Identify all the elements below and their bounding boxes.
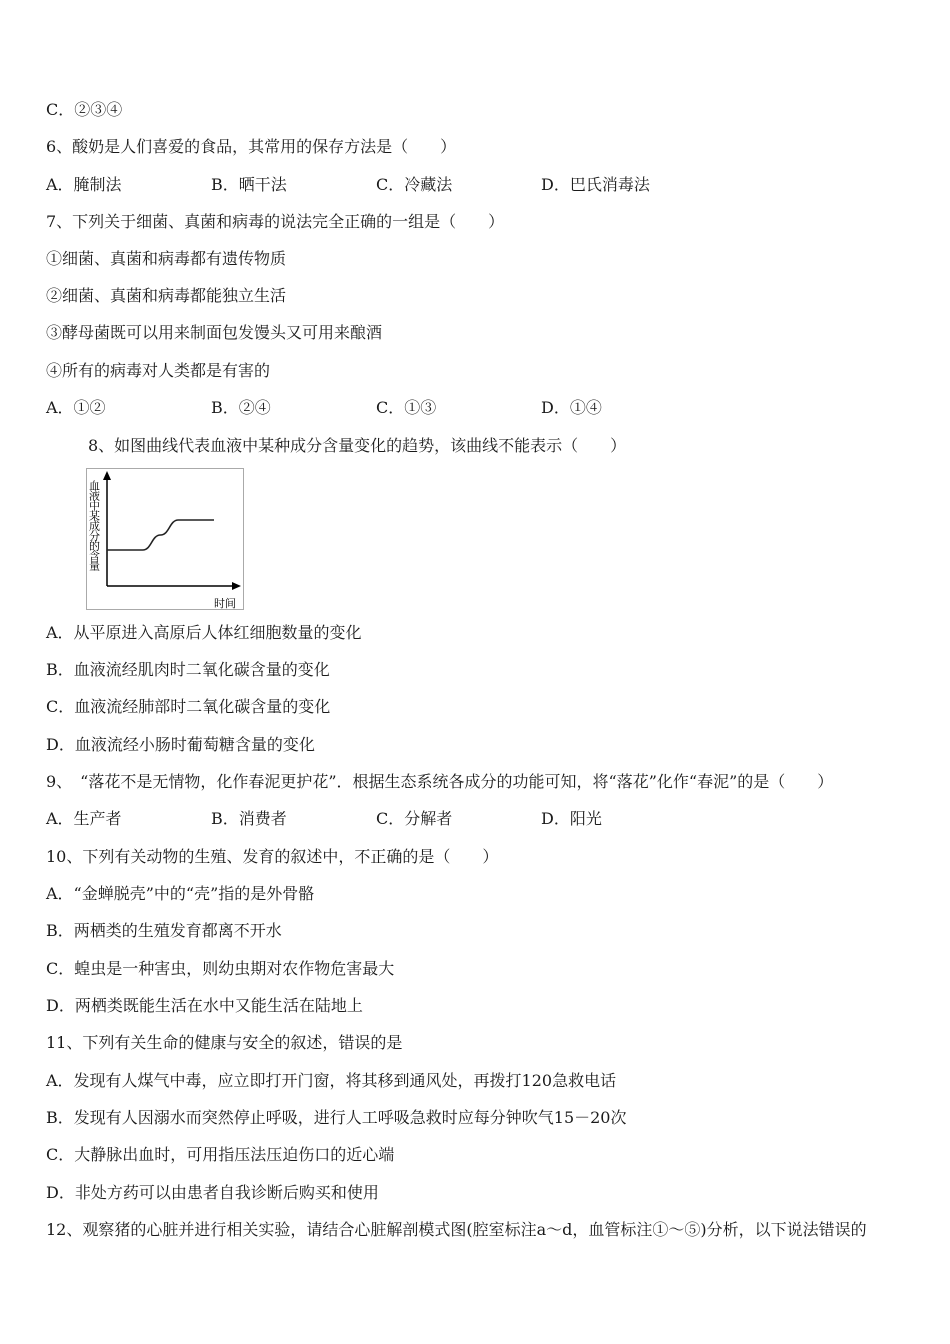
q7-options: [46, 398, 746, 418]
q9-option-d: D．阳光: [541, 809, 602, 828]
q8-option-c: C．血液流经肺部时二氧化碳含量的变化: [46, 697, 331, 716]
q9-option-a: A．生产者: [46, 809, 122, 828]
q7-statement-3: ③酵母菌既可以用来制面包发馒头又可用来酿酒: [46, 323, 383, 342]
q8-option-b: B．血液流经肌肉时二氧化碳含量的变化: [46, 660, 330, 679]
q10-stem: 10、下列有关动物的生殖、发育的叙述中，不正确的是（ ）: [46, 847, 499, 866]
chart-xlabel: 时间: [214, 597, 236, 610]
q6-option-d: D．巴氏消毒法: [541, 175, 650, 194]
q8-option-d: D．血液流经小肠时葡萄糖含量的变化: [46, 735, 315, 754]
q6-option-b: B．晒干法: [211, 175, 287, 194]
q11-option-a: A．发现有人煤气中毒，应立即打开门窗，将其移到通风处，再拨打120急救电话: [46, 1071, 617, 1090]
q6-options: [46, 175, 746, 195]
q7-statement-4: ④所有的病毒对人类都是有害的: [46, 361, 271, 380]
q8-option-a: A．从平原进入高原后人体红细胞数量的变化: [46, 623, 362, 642]
q7-statement-2: ②细菌、真菌和病毒都能独立生活: [46, 286, 287, 305]
q7-stem: 7、下列关于细菌、真菌和病毒的说法完全正确的一组是（ ）: [46, 212, 505, 231]
q10-option-c: C．蝗虫是一种害虫，则幼虫期对农作物危害最大: [46, 959, 395, 978]
q11-option-d: D．非处方药可以由患者自我诊断后购买和使用: [46, 1183, 379, 1202]
q11-option-b: B．发现有人因溺水而突然停止呼吸，进行人工呼吸急救时应每分钟吹气15－20次: [46, 1108, 627, 1127]
q12-stem: 12、观察猪的心脏并进行相关实验，请结合心脏解剖模式图(腔室标注a～d，血管标注①～⑤)分析，以下说法错误的: [46, 1220, 867, 1239]
q9-options: [46, 809, 746, 829]
q7-option-d: D．①④: [541, 398, 602, 417]
q8-stem: 8、如图曲线代表血液中某种成分含量变化的趋势，该曲线不能表示（ ）: [88, 436, 627, 455]
q11-option-c: C．大静脉出血时，可用指压法压迫伤口的近心端: [46, 1145, 395, 1164]
q7-option-b: B．②④: [211, 398, 271, 417]
q9-option-b: B．消费者: [211, 809, 287, 828]
q9-option-c: C．分解者: [376, 809, 453, 828]
chart-ylabel: 血液中某成分的含量: [87, 480, 101, 570]
q6-option-c: C．冷藏法: [376, 175, 453, 194]
q7-option-a: A．①②: [46, 398, 106, 417]
q7-option-c: C．①③: [376, 398, 437, 417]
q10-option-b: B．两栖类的生殖发育都离不开水: [46, 921, 282, 940]
q10-option-a: A．“金蝉脱壳”中的“壳”指的是外骨骼: [46, 884, 315, 903]
q9-stem: 9、 “落花不是无情物，化作春泥更护花”．根据生态系统各成分的功能可知，将“落花”化作“春泥”的是（ ）: [46, 772, 834, 791]
q6-option-a: A．腌制法: [46, 175, 122, 194]
chart-frame: [87, 469, 244, 610]
q5-option-c: C．②③④: [46, 100, 123, 119]
q11-stem: 11、下列有关生命的健康与安全的叙述，错误的是: [46, 1033, 403, 1052]
q7-statement-1: ①细菌、真菌和病毒都有遗传物质: [46, 249, 287, 268]
q6-stem: 6、酸奶是人们喜爱的食品，其常用的保存方法是（ ）: [46, 137, 457, 156]
q10-option-d: D．两栖类既能生活在水中又能生活在陆地上: [46, 996, 363, 1015]
q8-curve-chart: [86, 468, 244, 610]
